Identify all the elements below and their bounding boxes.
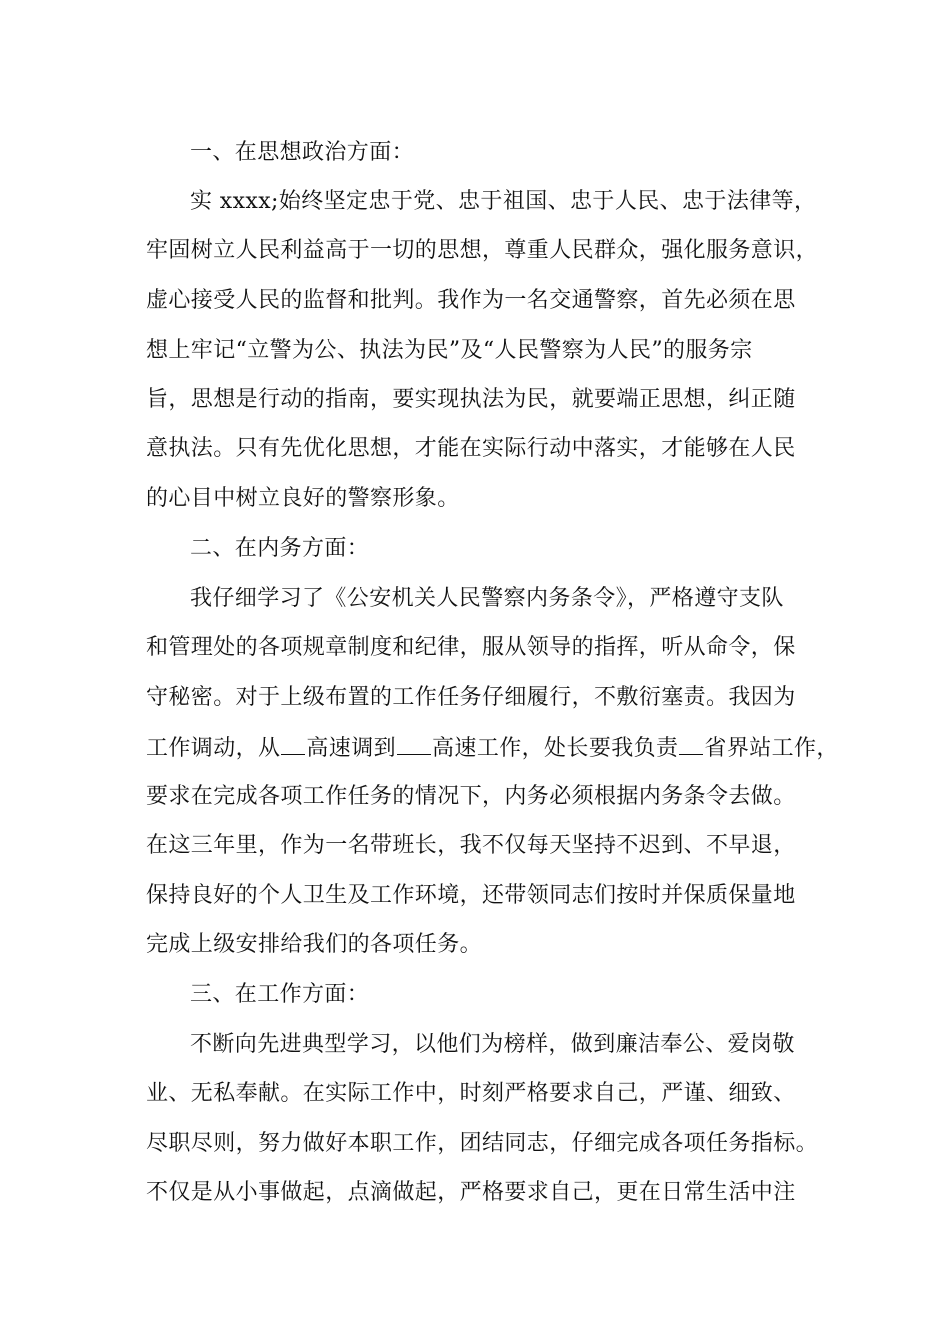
paragraph-line: 业、无私奉献。在实际工作中，时刻严格要求自己，严谨、细致、 [146, 1081, 796, 1106]
section-heading: 二、在内务方面： [190, 536, 370, 561]
paragraph-line: 和管理处的各项规章制度和纪律，服从领导的指挥，听从命令，保 [146, 635, 796, 660]
text-segment: 省界站工作， [704, 736, 839, 761]
text-segment: 工作调动，从 [146, 736, 281, 761]
paragraph-line: 不断向先进典型学习，以他们为榜样，做到廉洁奉公、爱岗敬 [190, 1032, 795, 1057]
section-heading: 一、在思想政治方面： [190, 140, 415, 165]
paragraph-line: 在这三年里，作为一名带班长，我不仅每天坚持不迟到、不早退， [146, 833, 796, 858]
text-segment: 高速调到 [306, 736, 397, 761]
paragraph-line: 实 xxxx;始终坚定忠于党、忠于祖国、忠于人民、忠于法律等， [190, 189, 817, 214]
paragraph-line: 守秘密。对于上级布置的工作任务仔细履行，不敷衍塞责。我因为 [146, 685, 796, 710]
text-segment: 高速工作，处长要我负责 [432, 736, 679, 761]
paragraph-line: 意执法。只有先优化思想，才能在实际行动中落实，才能够在人民 [146, 436, 796, 461]
paragraph-line: 尽职尽则，努力做好本职工作，团结同志，仔细完成各项任务指标。 [146, 1131, 819, 1156]
section-heading: 三、在工作方面： [190, 982, 370, 1007]
paragraph-line: 不仅是从小事做起，点滴做起，严格要求自己，更在日常生活中注 [146, 1180, 796, 1205]
paragraph-line: 完成上级安排给我们的各项任务。 [146, 932, 483, 957]
blank-underline [679, 732, 703, 755]
paragraph-line: 的心目中树立良好的警察形象。 [146, 486, 460, 511]
paragraph-line: 我仔细学习了《公安机关人民警察内务条令》，严格遵守支队 [190, 586, 784, 611]
paragraph-line: 想上牢记“立警为公、执法为民”及“人民警察为人民”的服务宗 [146, 338, 753, 363]
blank-underline [281, 732, 305, 755]
paragraph-line-with-blanks [146, 732, 839, 764]
paragraph-line: 保持良好的个人卫生及工作环境，还带领同志们按时并保质保量地 [146, 883, 796, 908]
paragraph-line: 旨，思想是行动的指南，要实现执法为民，就要端正思想，纠正随 [146, 387, 796, 412]
paragraph-line: 要求在完成各项工作任务的情况下，内务必须根据内务条令去做。 [146, 784, 796, 809]
blank-underline [397, 732, 431, 755]
paragraph-line: 虚心接受人民的监督和批判。我作为一名交通警察，首先必须在思 [146, 288, 796, 313]
paragraph-line: 牢固树立人民利益高于一切的思想，尊重人民群众，强化服务意识， [146, 238, 819, 263]
